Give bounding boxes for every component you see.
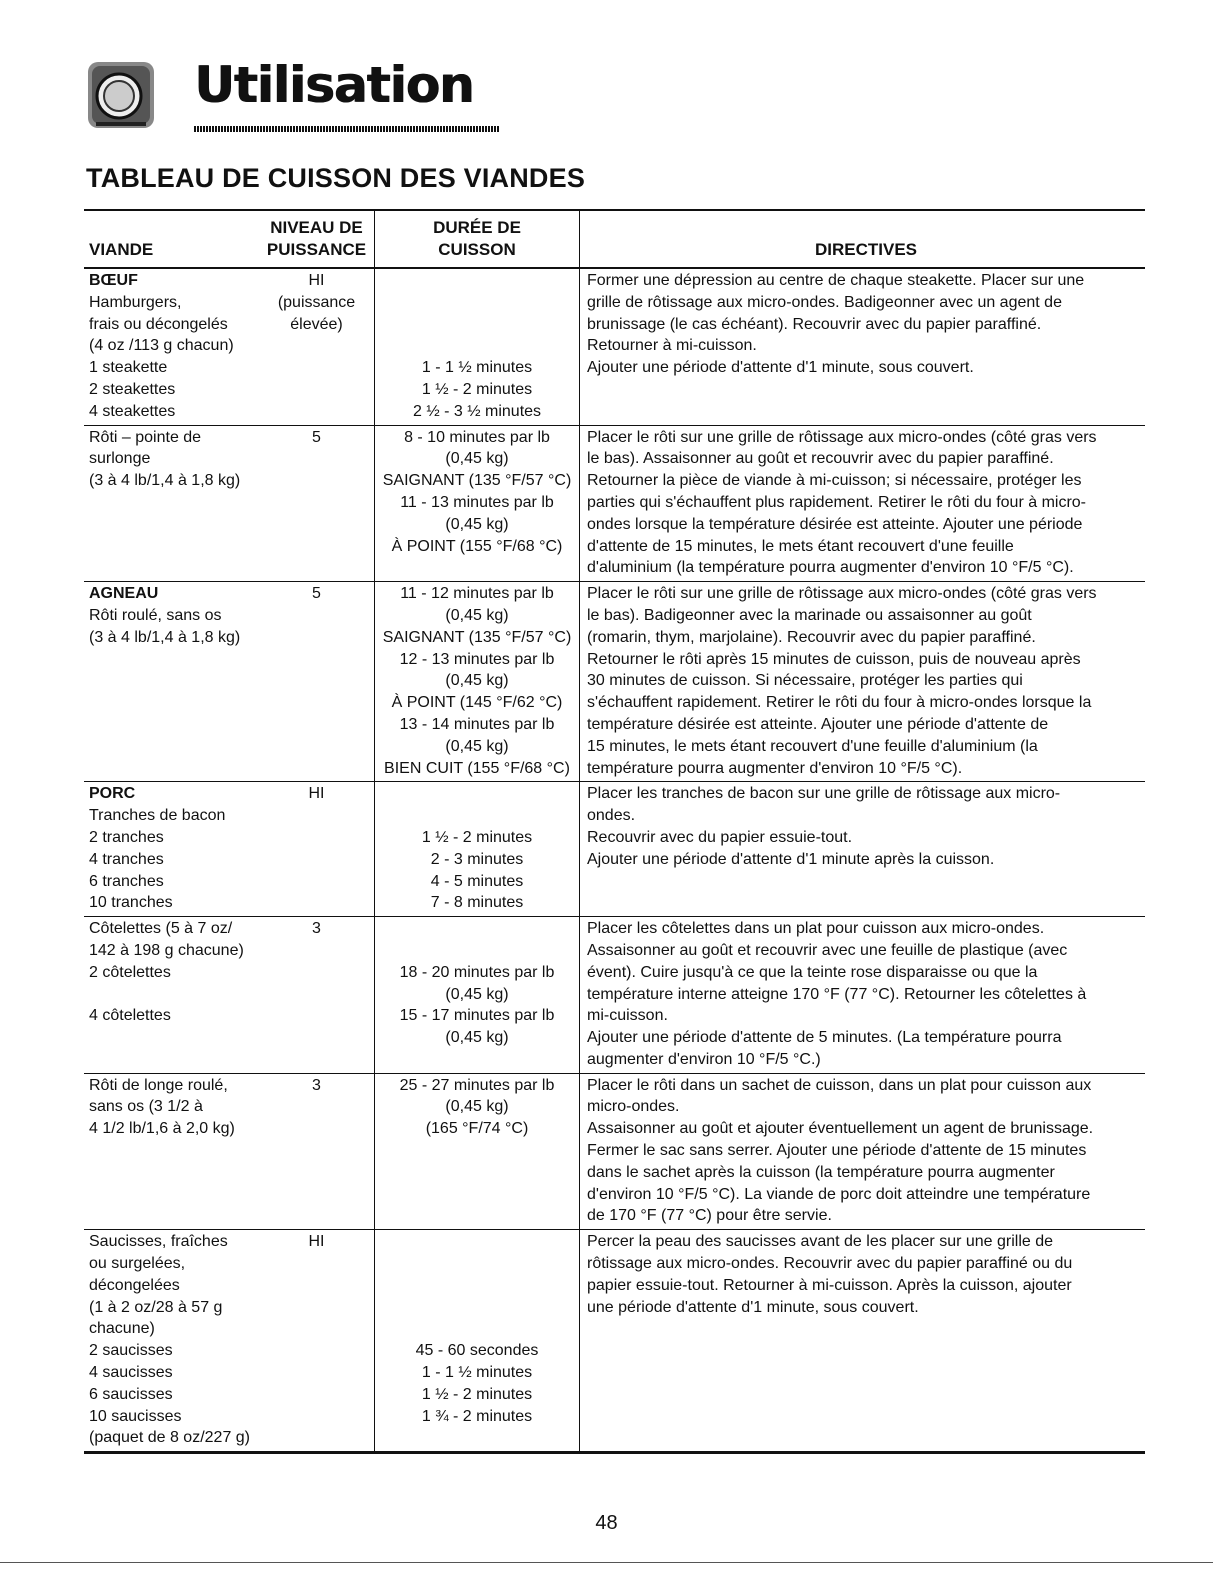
cell-line: Rôti de longe roulé, bbox=[89, 1076, 228, 1094]
cell-line: rôtissage aux micro-ondes. Recouvrir avec du papier paraffiné ou du bbox=[587, 1255, 1073, 1273]
cell-niveau bbox=[259, 269, 374, 425]
cell-line: ou surgelées, bbox=[89, 1255, 186, 1273]
cell-niveau bbox=[259, 1074, 374, 1230]
cell-line bbox=[375, 940, 579, 962]
cell-line: (0,45 kg) bbox=[445, 606, 509, 624]
cell-line: BŒUF bbox=[89, 272, 138, 289]
cell-line: 1 ½ - 2 minutes bbox=[421, 1385, 533, 1403]
cell-duree bbox=[374, 917, 580, 1073]
cell-line: Fermer le sac sans serrer. Ajouter une période d'attente de 15 minutes bbox=[587, 1142, 1087, 1160]
bottom-rule bbox=[0, 1562, 1213, 1563]
cell-line: 1 - 1 ½ minutes bbox=[421, 1364, 533, 1382]
cell-line: Assaisonner au goût et recouvrir avec une feuille de plastique (avec bbox=[587, 941, 1068, 959]
cell-line: 2 saucisses bbox=[89, 1342, 173, 1360]
cell-line: Rôti – pointe de bbox=[89, 428, 202, 446]
cell-line: 5 bbox=[312, 428, 321, 446]
cell-line: 6 saucisses bbox=[89, 1385, 173, 1403]
cell-line: (0,45 kg) bbox=[445, 450, 509, 468]
cell-line: 1 - 1 ½ minutes bbox=[421, 359, 533, 377]
cell-line: 30 minutes de cuisson. Si nécessaire, protéger les parties qui bbox=[587, 672, 1023, 690]
cell-line: HI bbox=[308, 1233, 325, 1251]
cell-line: 1 ½ - 2 minutes bbox=[421, 828, 533, 846]
page-number: 48 bbox=[595, 1512, 618, 1534]
cell-line: le bas). Badigeonner avec la marinade ou assaisonner au goût bbox=[587, 606, 1032, 624]
cell-line: Former une dépression au centre de chaque steakette. Placer sur une bbox=[587, 272, 1085, 289]
cell-line: Placer le rôti sur une grille de rôtissage aux micro-ondes (côté gras vers bbox=[587, 585, 1097, 603]
cell-line: 12 - 13 minutes par lb bbox=[399, 650, 555, 668]
cell-line: (puissance bbox=[277, 293, 356, 311]
cell-line: Saucisses, fraîches bbox=[89, 1233, 228, 1251]
cell-line: Retourner la pièce de viande à mi-cuisson; si nécessaire, protéger les bbox=[587, 472, 1082, 490]
cell-line: (165 °F/74 °C) bbox=[425, 1120, 529, 1138]
cell-directives bbox=[580, 426, 1145, 582]
table-row bbox=[84, 917, 1145, 1074]
cell-line bbox=[89, 984, 259, 1006]
cell-line bbox=[375, 292, 579, 314]
cell-line: (0,45 kg) bbox=[445, 985, 509, 1003]
cell-line: Rôti roulé, sans os bbox=[89, 606, 222, 624]
cell-line: 7 - 8 minutes bbox=[430, 894, 524, 912]
cell-line bbox=[375, 270, 579, 292]
cell-line: Ajouter une période d'attente d'1 minute, sous couvert. bbox=[587, 359, 974, 377]
cell-duree bbox=[374, 582, 580, 781]
cell-duree bbox=[374, 1074, 580, 1230]
cell-line: chacune) bbox=[89, 1320, 155, 1338]
cell-line: Ajouter une période d'attente de 5 minutes. (La température pourra bbox=[587, 1029, 1062, 1047]
cell-line: d'environ 10 °F/5 °C). La viande de porc doit atteindre une température bbox=[587, 1185, 1091, 1203]
cell-line: 11 - 12 minutes par lb bbox=[400, 585, 554, 603]
table-row bbox=[84, 1074, 1145, 1231]
cell-line: Ajouter une période d'attente d'1 minute après la cuisson. bbox=[587, 850, 995, 868]
cell-duree bbox=[374, 269, 580, 425]
cell-line: mi-cuisson. bbox=[587, 1007, 668, 1025]
table-row bbox=[84, 426, 1145, 583]
header-viande: VIANDE bbox=[89, 240, 154, 260]
cell-viande bbox=[84, 782, 259, 916]
cell-line: Tranches de bacon bbox=[89, 807, 226, 825]
cell-line: Assaisonner au goût et ajouter éventuellement un agent de brunissage. bbox=[587, 1120, 1094, 1138]
cell-line: HI bbox=[308, 272, 325, 289]
cell-line: Hamburgers, bbox=[89, 293, 182, 311]
cell-line: Recouvrir avec du papier essuie-tout. bbox=[587, 828, 853, 846]
cell-line: BIEN CUIT (155 °F/68 °C) bbox=[384, 759, 570, 777]
cell-line: d'attente de 15 minutes, le mets étant recouvert d'une feuille bbox=[587, 537, 1014, 555]
section-title: Utilisation bbox=[194, 56, 474, 114]
cell-duree bbox=[374, 782, 580, 916]
cell-line bbox=[375, 1297, 579, 1319]
cell-line: 4 1/2 lb/1,6 à 2,0 kg) bbox=[89, 1120, 235, 1138]
page-title: TABLEAU DE CUISSON DES VIANDES bbox=[86, 163, 586, 193]
cell-line: 2 steakettes bbox=[89, 380, 176, 398]
cell-line: À POINT (155 °F/68 °C) bbox=[391, 537, 563, 555]
cell-line: grille de rôtissage aux micro-ondes. Badigeonner avec un agent de bbox=[587, 293, 1062, 311]
cell-line: Placer le rôti dans un sachet de cuisson, dans un plat pour cuisson aux bbox=[587, 1076, 1092, 1094]
cell-line: 4 - 5 minutes bbox=[430, 872, 524, 890]
cell-line: 25 - 27 minutes par lb bbox=[399, 1076, 555, 1094]
microwave-dial-icon bbox=[86, 60, 156, 130]
cell-line: 10 tranches bbox=[89, 894, 173, 912]
cell-line: le bas). Assaisonner au goût et recouvrir avec du papier paraffiné. bbox=[587, 450, 1054, 468]
cell-line: À POINT (145 °F/62 °C) bbox=[391, 694, 563, 712]
section-header bbox=[86, 50, 474, 140]
cell-line: décongelées bbox=[89, 1276, 180, 1294]
cell-line: SAIGNANT (135 °F/57 °C) bbox=[382, 472, 572, 490]
cell-directives bbox=[580, 582, 1145, 781]
cell-viande bbox=[84, 426, 259, 582]
cell-line: surlonge bbox=[89, 450, 151, 468]
cell-line: 1 ¾ - 2 minutes bbox=[421, 1407, 533, 1425]
cell-directives bbox=[580, 1230, 1145, 1451]
cell-line: 2 ½ - 3 ½ minutes bbox=[412, 402, 542, 420]
cell-niveau bbox=[259, 582, 374, 781]
cell-line: 11 - 13 minutes par lb bbox=[400, 493, 554, 511]
cell-viande bbox=[84, 917, 259, 1073]
cell-directives bbox=[580, 269, 1145, 425]
cell-line: 4 steakettes bbox=[89, 402, 176, 420]
cell-line: AGNEAU bbox=[89, 585, 159, 603]
cell-line: température pourra augmenter d'environ 10 °F/5 °C). bbox=[587, 759, 963, 777]
cell-line: (0,45 kg) bbox=[445, 737, 509, 755]
meat-cooking-table bbox=[84, 209, 1145, 1454]
cell-line: papier essuie-tout. Retourner à mi-cuisson. Après la cuisson, ajouter bbox=[587, 1276, 1072, 1294]
cell-line bbox=[375, 783, 579, 805]
cell-line: 5 bbox=[312, 585, 321, 603]
cell-line: Percer la peau des saucisses avant de les placer sur une grille de bbox=[587, 1233, 1054, 1251]
cell-line: Placer le rôti sur une grille de rôtissage aux micro-ondes (côté gras vers bbox=[587, 428, 1097, 446]
cell-line bbox=[375, 1231, 579, 1253]
cell-niveau bbox=[259, 1230, 374, 1451]
cell-line: frais ou décongelés bbox=[89, 315, 228, 333]
cell-line: sans os (3 1/2 à bbox=[89, 1098, 203, 1116]
cell-niveau bbox=[259, 426, 374, 582]
cell-line: (4 oz /113 g chacun) bbox=[89, 337, 234, 355]
cell-viande bbox=[84, 582, 259, 781]
cell-viande bbox=[84, 269, 259, 425]
cell-duree bbox=[374, 1230, 580, 1451]
cell-line: augmenter d'environ 10 °F/5 °C.) bbox=[587, 1050, 821, 1068]
header-duree: DURÉE DE CUISSON bbox=[374, 211, 580, 267]
cell-line: SAIGNANT (135 °F/57 °C) bbox=[382, 628, 572, 646]
cell-line: s'échauffent rapidement. Retirer le rôti du four à micro-ondes lorsque la bbox=[587, 694, 1092, 712]
cell-line: 18 - 20 minutes par lb bbox=[399, 963, 555, 981]
cell-line bbox=[375, 1253, 579, 1275]
cell-line: 10 saucisses bbox=[89, 1407, 182, 1425]
cell-line: 1 ½ - 2 minutes bbox=[421, 380, 533, 398]
cell-line: (0,45 kg) bbox=[445, 1098, 509, 1116]
cell-line: 13 - 14 minutes par lb bbox=[399, 715, 555, 733]
cell-directives bbox=[580, 782, 1145, 916]
cell-niveau bbox=[259, 917, 374, 1073]
cell-line: (3 à 4 lb/1,4 à 1,8 kg) bbox=[89, 628, 241, 646]
cell-line: brunissage (le cas échéant). Recouvrir avec du papier paraffiné. bbox=[587, 315, 1042, 333]
cell-directives bbox=[580, 1074, 1145, 1230]
cell-line: 2 côtelettes bbox=[89, 963, 171, 981]
cell-line bbox=[375, 314, 579, 336]
cell-line: de 170 °F (77 °C) pour être servie. bbox=[587, 1207, 832, 1225]
cell-directives bbox=[580, 917, 1145, 1073]
cell-line: (paquet de 8 oz/227 g) bbox=[89, 1429, 251, 1447]
cell-duree bbox=[374, 426, 580, 582]
cell-line: (romarin, thym, marjolaine). Recouvrir avec du papier paraffiné. bbox=[587, 628, 1036, 646]
cell-line bbox=[375, 805, 579, 827]
cell-line: 8 - 10 minutes par lb bbox=[404, 428, 550, 446]
section-title-underline bbox=[194, 126, 500, 132]
cell-viande bbox=[84, 1230, 259, 1451]
cell-line: (0,45 kg) bbox=[445, 1029, 509, 1047]
cell-viande bbox=[84, 1074, 259, 1230]
cell-line: Placer les côtelettes dans un plat pour cuisson aux micro-ondes. bbox=[587, 920, 1045, 938]
cell-line: HI bbox=[308, 785, 325, 803]
cell-line: 2 - 3 minutes bbox=[430, 850, 524, 868]
cell-line: 6 tranches bbox=[89, 872, 164, 890]
cell-line bbox=[375, 1318, 579, 1340]
cell-line: Côtelettes (5 à 7 oz/ bbox=[89, 920, 233, 938]
cell-line: Retourner le rôti après 15 minutes de cuisson, puis de nouveau après bbox=[587, 650, 1081, 668]
cell-line: dans le sachet après la cuisson (la température pourra augmenter bbox=[587, 1163, 1055, 1181]
table-row bbox=[84, 582, 1145, 782]
cell-line bbox=[375, 918, 579, 940]
cell-niveau bbox=[259, 782, 374, 916]
cell-line: 45 - 60 secondes bbox=[415, 1342, 539, 1360]
cell-line: 3 bbox=[312, 920, 321, 938]
header-niveau: NIVEAU DE PUISSANCE bbox=[266, 218, 367, 260]
cell-line: Retourner à mi-cuisson. bbox=[587, 337, 757, 355]
cell-line: 4 tranches bbox=[89, 850, 164, 868]
cell-line: 3 bbox=[312, 1076, 321, 1094]
table-row bbox=[84, 1230, 1145, 1451]
cell-line: température désirée est atteinte. Ajouter une période d'attente de bbox=[587, 715, 1049, 733]
cell-line bbox=[375, 1275, 579, 1297]
cell-line: PORC bbox=[89, 785, 136, 803]
cell-line: 2 tranches bbox=[89, 828, 164, 846]
cell-line: (1 à 2 oz/28 à 57 g bbox=[89, 1298, 223, 1316]
cell-line: 15 minutes, le mets étant recouvert d'une feuille d'aluminium (la bbox=[587, 737, 1038, 755]
cell-line: ondes. bbox=[587, 807, 636, 825]
cell-line: (0,45 kg) bbox=[445, 672, 509, 690]
cell-line: Placer les tranches de bacon sur une grille de rôtissage aux micro- bbox=[587, 785, 1061, 803]
cell-line bbox=[375, 335, 579, 357]
table-header bbox=[84, 211, 1145, 269]
cell-line: 4 côtelettes bbox=[89, 1007, 171, 1025]
cell-line: ondes lorsque la température désirée est atteinte. Ajouter une période bbox=[587, 515, 1083, 533]
cell-line: élevée) bbox=[290, 315, 343, 333]
header-directives: DIRECTIVES bbox=[814, 240, 918, 260]
cell-line: (3 à 4 lb/1,4 à 1,8 kg) bbox=[89, 472, 241, 490]
cell-line: 142 à 198 g chacune) bbox=[89, 941, 244, 959]
cell-line: parties qui s'échauffent plus rapidement. Retirer le rôti du four à micro- bbox=[587, 493, 1086, 511]
cell-line: 1 steakette bbox=[89, 359, 168, 377]
cell-line: 15 - 17 minutes par lb bbox=[399, 1007, 555, 1025]
cell-line: une période d'attente d'1 minute, sous couvert. bbox=[587, 1298, 919, 1316]
cell-line: 4 saucisses bbox=[89, 1364, 173, 1382]
cell-line: température interne atteigne 170 °F (77 °C). Retourner les côtelettes à bbox=[587, 985, 1087, 1003]
cell-line: (0,45 kg) bbox=[445, 515, 509, 533]
table-row bbox=[84, 782, 1145, 917]
cell-line: évent). Cuire jusqu'à ce que la teinte rose disparaisse ou que la bbox=[587, 963, 1038, 981]
table-row bbox=[84, 269, 1145, 426]
cell-line: d'aluminium (la température pourra augmenter d'environ 10 °F/5 °C). bbox=[587, 559, 1074, 577]
cell-line: micro-ondes. bbox=[587, 1098, 680, 1116]
